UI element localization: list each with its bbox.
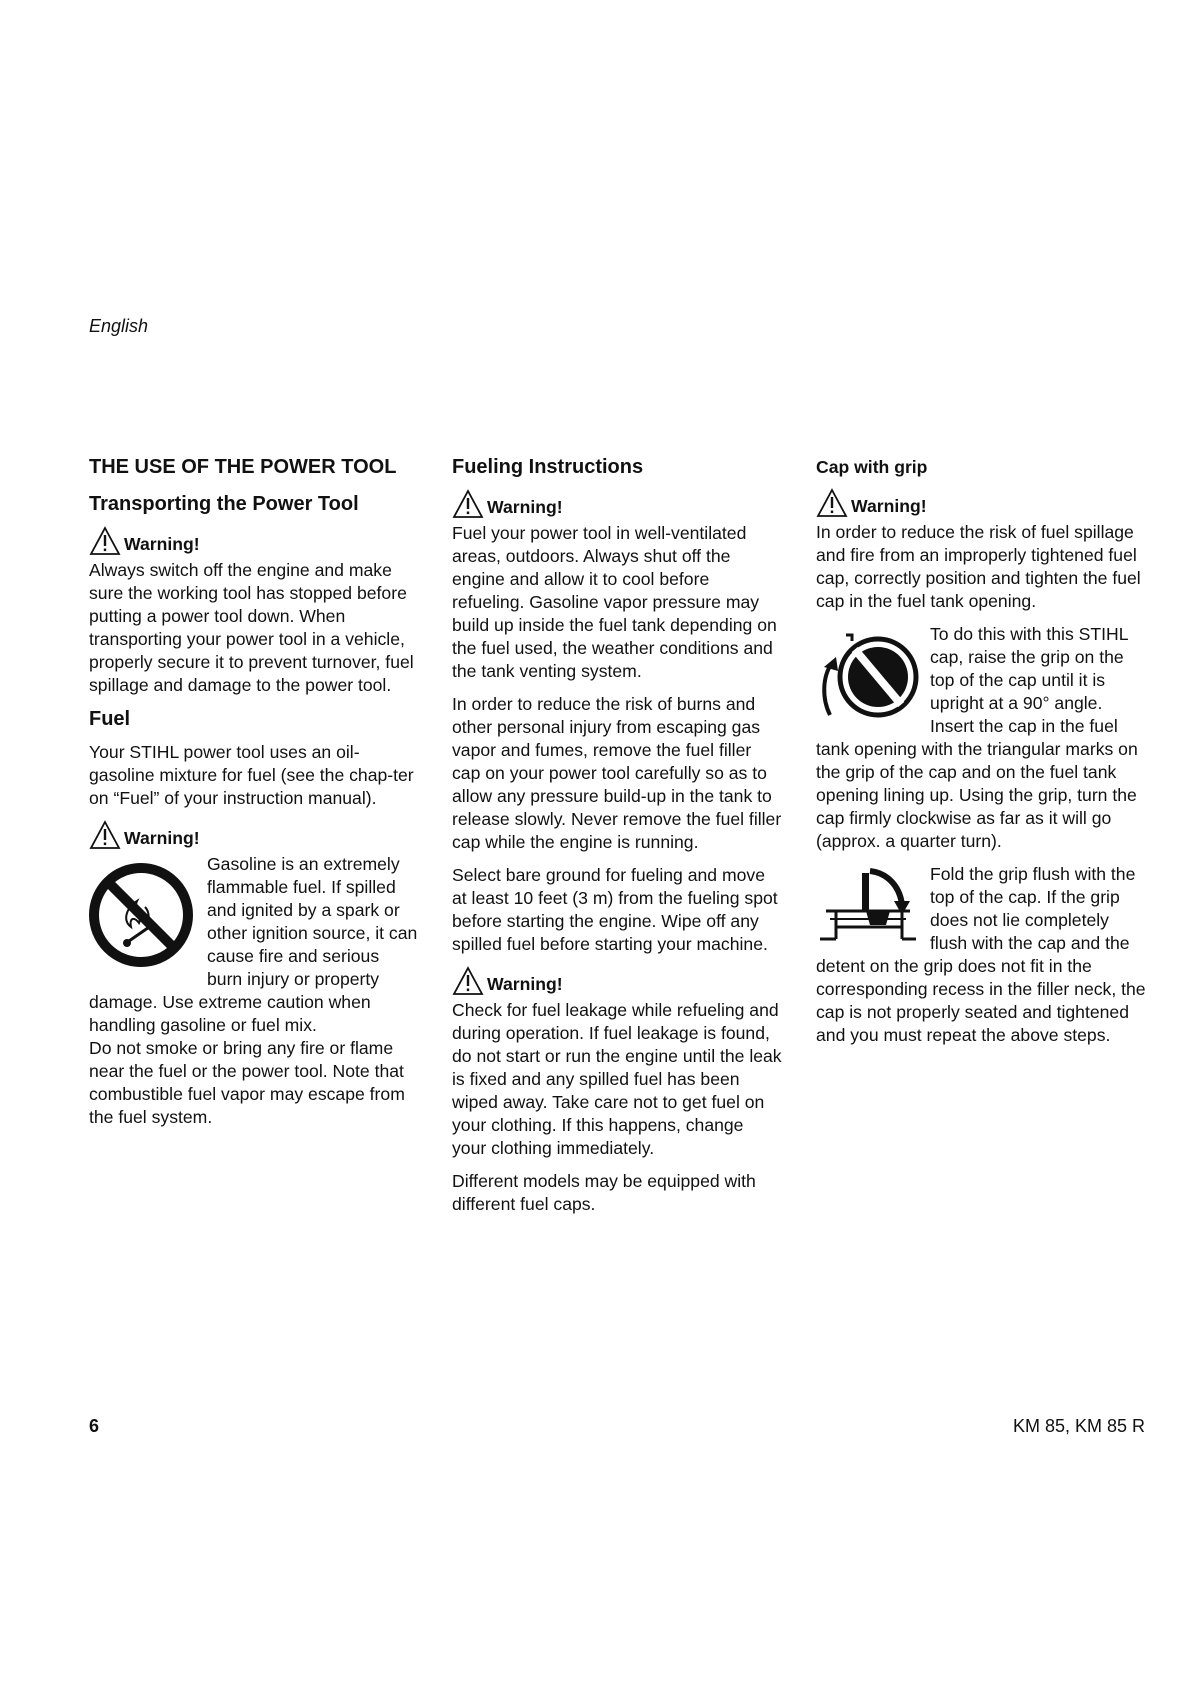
column-left xyxy=(89,455,419,1129)
fueling-paragraph: In order to reduce the risk of burns and other personal injury from escaping gas vapor and fumes, remove the fuel filler cap on your power tool carefully so as to allow any pressure build-up in the tank to release slowly. Never remove the fuel filler cap while the engine is running. xyxy=(452,694,782,852)
warning-heading xyxy=(452,489,782,519)
warning-triangle-icon xyxy=(816,488,848,518)
cap-fold-text: Fold the grip flush with the top of the cap. If the grip does not lie completely flush with the cap and the detent on the grip does not fit in the corresponding recess in the filler neck, the cap is not properly seated and tightened and you must repeat the above steps. xyxy=(816,864,1146,1045)
fueling-paragraph: Select bare ground for fueling and move at least 10 feet (3 m) from the fueling spot before starting the engine. Wipe off any spilled fuel before starting your machine. xyxy=(452,865,778,954)
transport-title: Transporting the Power Tool xyxy=(89,493,359,515)
model-label: KM 85, KM 85 R xyxy=(1012,1416,1145,1436)
cap-turn-block xyxy=(816,623,1146,853)
cap-paragraph: In order to reduce the risk of fuel spillage and fire from an improperly tightened fuel cap, correctly position and tighten the fuel cap in the fuel tank opening. xyxy=(816,522,1141,611)
gasoline-warning-block xyxy=(89,853,419,1129)
fuel-cap-turn-icon xyxy=(816,627,920,727)
cap-turn-text: To do this with this STIHL cap, raise the grip on the top of the cap until it is upright at a 90° angle. Insert the cap in the fuel tank opening with the triangular marks on the grip of the cap and on the fuel tank opening lining up. Using the grip, turn the cap firmly clockwise as far as it will go (approx. a quarter turn). xyxy=(816,624,1138,851)
warning-heading xyxy=(89,820,419,850)
fueling-title: Fueling Instructions xyxy=(452,456,644,478)
fuel-cap-fold-icon xyxy=(816,867,920,951)
no-open-flame-icon xyxy=(89,857,197,969)
warning-heading xyxy=(452,966,782,996)
transport-text: Always switch off the engine and make sure the working tool has stopped before putting a power tool down. When transporting your power tool in a vehicle, properly secure it to prevent turnover, fuel spillage and damage to the power tool. xyxy=(89,560,414,695)
page-number: 6 xyxy=(89,1416,100,1436)
fueling-paragraph: Different models may be equipped with different fuel caps. xyxy=(452,1171,756,1214)
cap-fold-block xyxy=(816,863,1146,1047)
language-label: English xyxy=(89,316,149,336)
warning-label: Warning! xyxy=(851,496,927,516)
fuel-text: Your STIHL power tool uses an oil-gasoline mixture for fuel (see the chap-ter on “Fuel” of your instruction manual). xyxy=(89,742,414,808)
smoke-text: Do not smoke or bring any fire or flame near the fuel or the power tool. Note that combustible fuel vapor may escape from the fuel system. xyxy=(89,1038,405,1127)
column-right xyxy=(816,455,1146,1047)
cap-title: Cap with grip xyxy=(816,457,928,477)
warning-triangle-icon xyxy=(89,820,121,850)
section-title: THE USE OF THE POWER TOOL xyxy=(89,456,397,478)
warning-label: Warning! xyxy=(124,534,200,554)
warning-triangle-icon xyxy=(452,966,484,996)
warning-heading xyxy=(89,526,419,556)
fueling-paragraph: Fuel your power tool in well-ventilated areas, outdoors. Always shut off the engine and allow it to cool before refueling. Gasoline vapor pressure may build up inside the fuel tank depending on the fuel used, the weather conditions and the tank venting system. xyxy=(452,523,777,681)
warning-triangle-icon xyxy=(452,489,484,519)
fueling-paragraph: Check for fuel leakage while refueling and during operation. If fuel leakage is found, do not start or run the engine until the leak is fixed and any spilled fuel has been wiped away. Take care not to get fuel on your clothing. If this happens, change your clothing immediately. xyxy=(452,1000,782,1158)
gasoline-text: Gasoline is an extremely flammable fuel. If spilled and ignited by a spark or other ignition source, it can cause fire and serious burn injury or property damage. Use extreme caution when handling gasoline or fuel mix. xyxy=(89,854,418,1035)
warning-triangle-icon xyxy=(89,526,121,556)
warning-label: Warning! xyxy=(124,828,200,848)
warning-label: Warning! xyxy=(487,497,563,517)
warning-heading xyxy=(816,488,1146,518)
column-middle xyxy=(452,455,782,1226)
fuel-title: Fuel xyxy=(89,708,131,730)
warning-label: Warning! xyxy=(487,974,563,994)
